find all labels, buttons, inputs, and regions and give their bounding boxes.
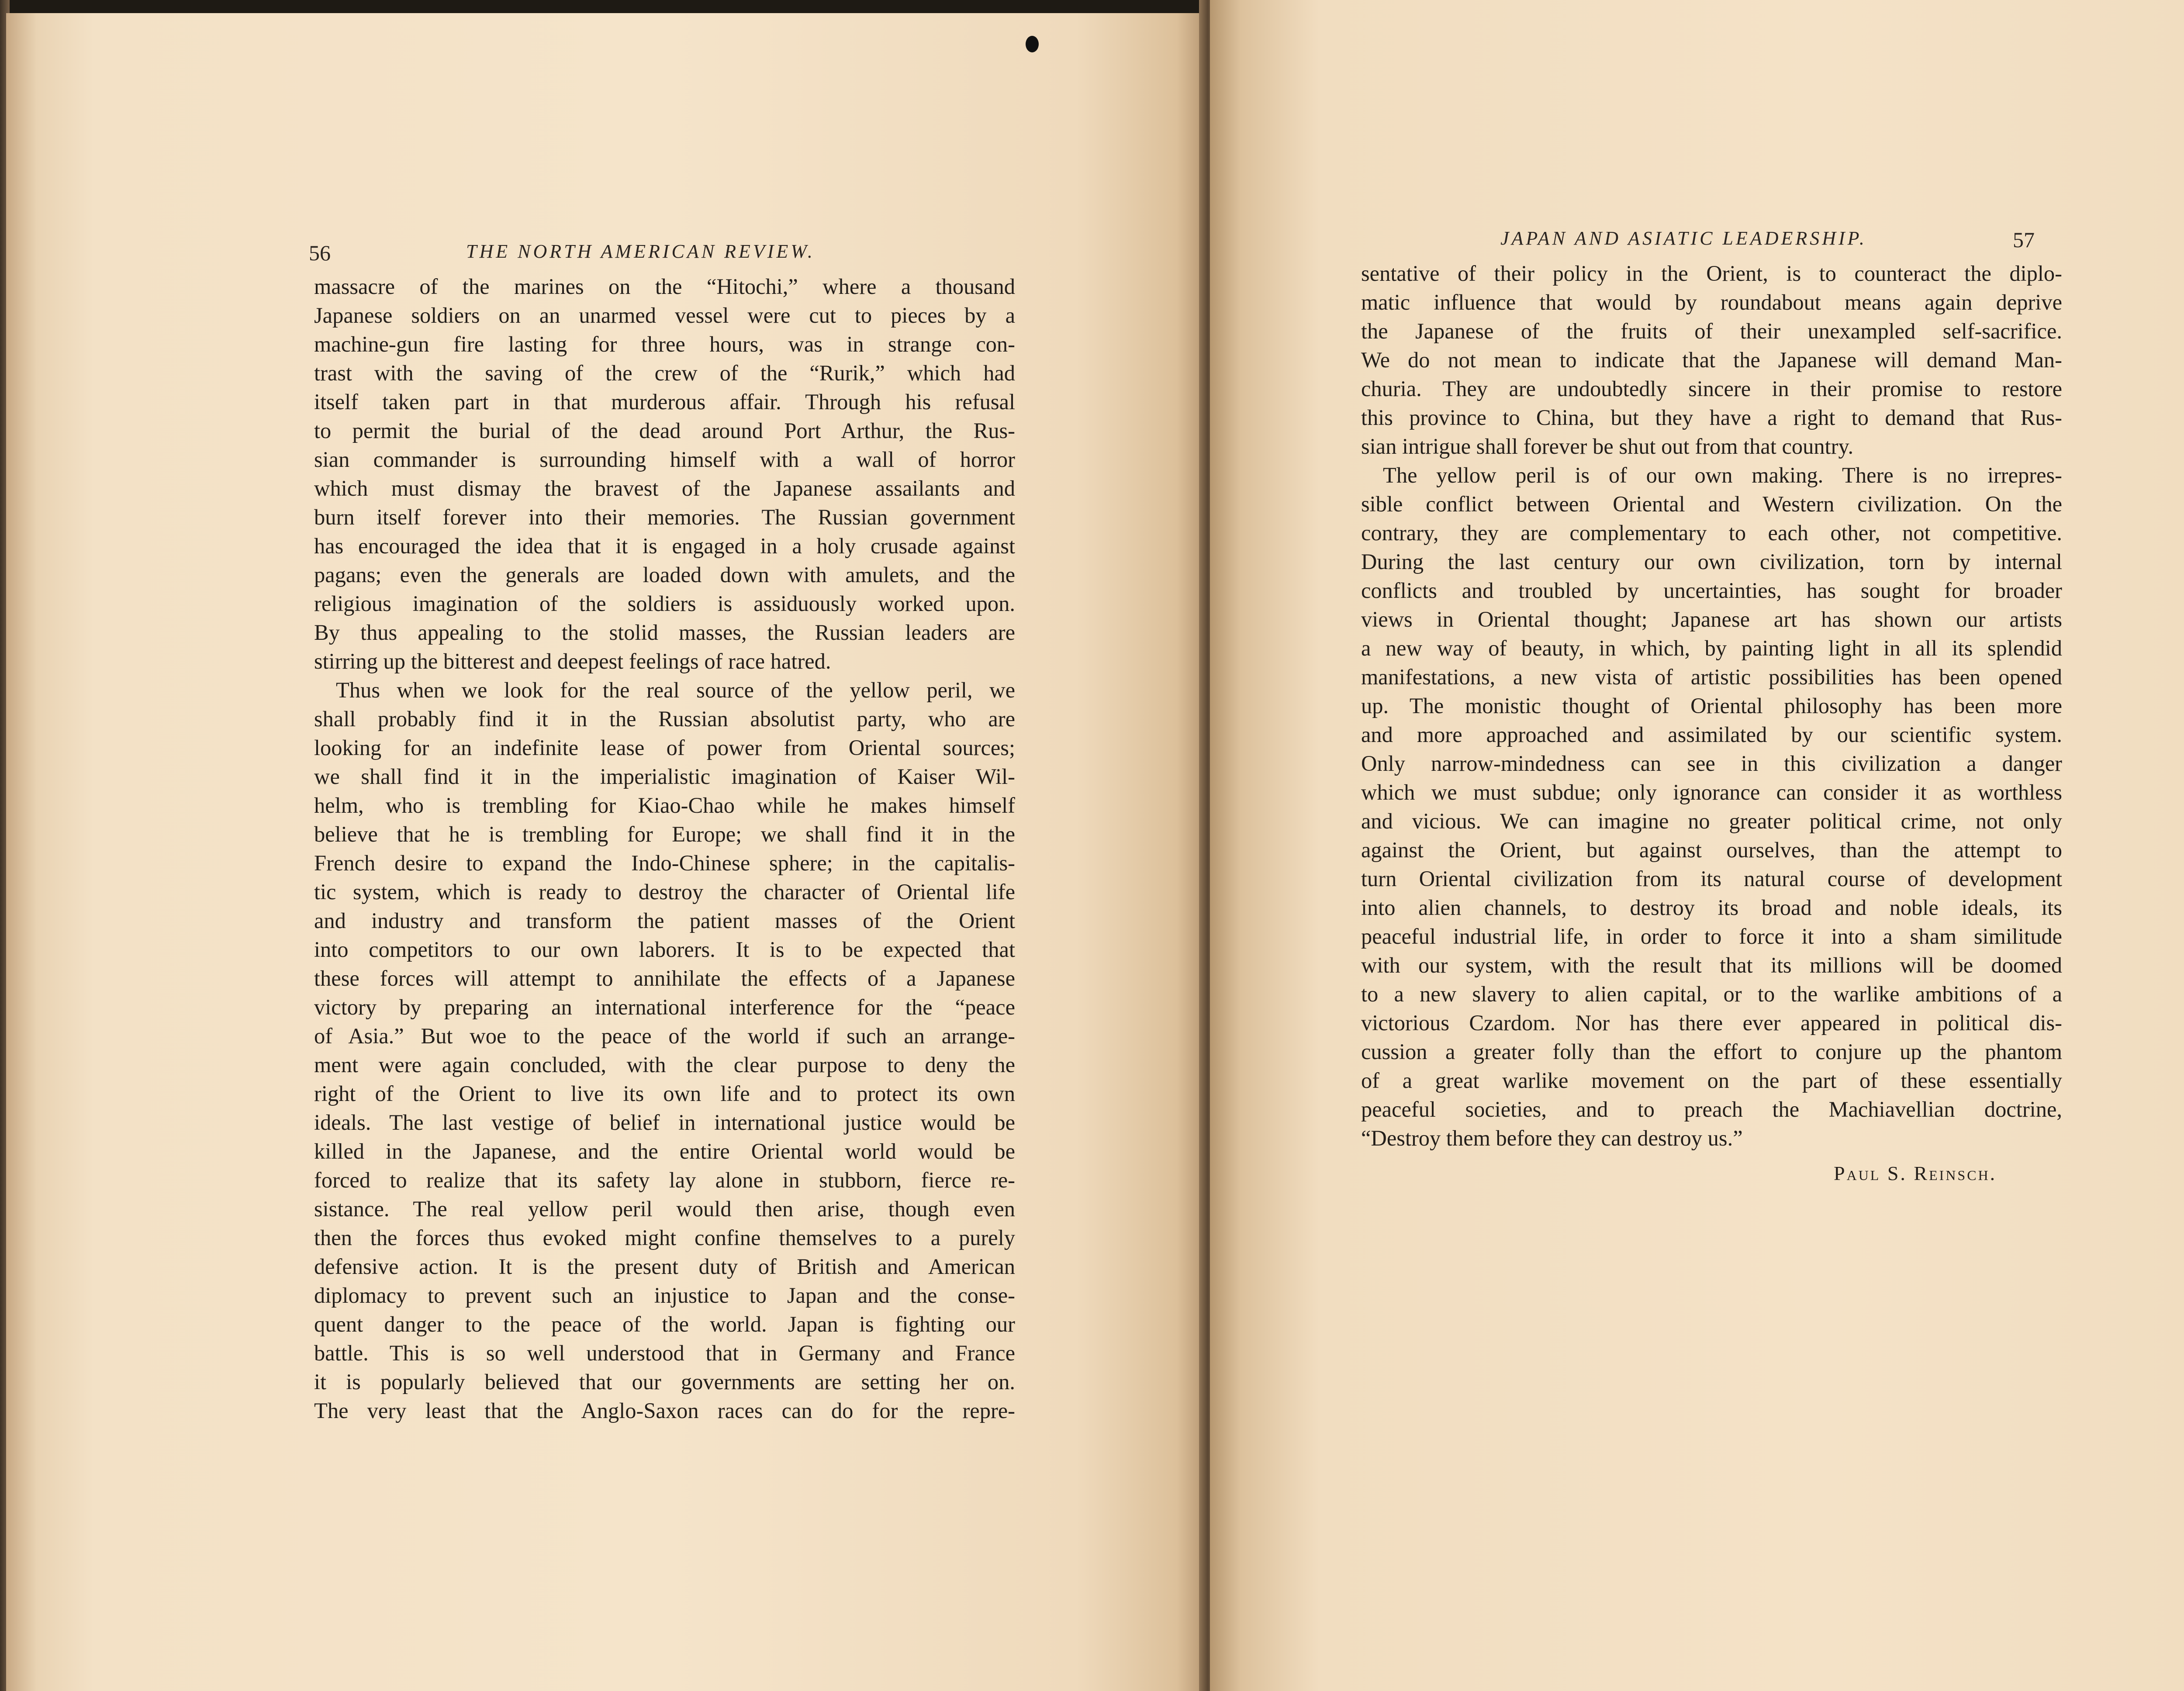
text-line: “Destroy them before they can destroy us.” (1361, 1126, 1743, 1150)
text-line: itself taken part in that murderous affair. Through his refusal (314, 390, 1015, 414)
left-body-text (314, 272, 1015, 1425)
text-line: religious imagination of the soldiers is assiduously worked upon. (314, 591, 1015, 616)
text-line: pagans; even the generals are loaded down with amulets, and the (314, 563, 1015, 587)
text-line: tic system, which is ready to destroy the character of Oriental life (314, 880, 1015, 904)
text-line: looking for an indefinite lease of power from Oriental sources; (314, 735, 1015, 760)
left-page-number: 56 (309, 241, 331, 265)
text-line: matic influence that would by roundabout means again deprive (1361, 290, 2062, 314)
text-line: it is popularly believed that our governments are setting her on. (314, 1370, 1015, 1394)
text-line: to permit the burial of the dead around Port Arthur, the Rus- (314, 418, 1015, 443)
text-line: then the forces thus evoked might confine themselves to a purely (314, 1225, 1015, 1250)
text-line: turn Oriental civilization from its natural course of development (1361, 866, 2062, 891)
text-line: peaceful industrial life, in order to force it into a sham similitude (1361, 924, 2062, 949)
text-line: right of the Orient to live its own life and to protect its own (314, 1081, 1015, 1106)
text-line: The very least that the Anglo-Saxon races can do for the repre- (314, 1398, 1015, 1423)
text-line: shall probably find it in the Russian absolutist party, who are (314, 707, 1015, 731)
text-line: burn itself forever into their memories. The Russian government (314, 505, 1015, 529)
text-line: views in Oriental thought; Japanese art has shown our artists (1361, 607, 2062, 632)
left-page (6, 13, 1204, 1691)
text-line: victory by preparing an international interference for the “peace (314, 995, 1015, 1019)
text-line: we shall find it in the imperialistic imagination of Kaiser Wil- (314, 764, 1015, 789)
text-line: Thus when we look for the real source of the yellow peril, we (336, 678, 1015, 702)
text-line: and industry and transform the patient masses of the Orient (314, 908, 1015, 933)
text-line: peaceful societies, and to preach the Machiavellian doctrine, (1361, 1097, 2062, 1122)
text-line: French desire to expand the Indo-Chinese sphere; in the capitalis- (314, 851, 1015, 875)
ink-blot (1026, 36, 1039, 52)
text-line: ment were again concluded, with the clear purpose to deny the (314, 1053, 1015, 1077)
text-line: up. The monistic thought of Oriental philosophy has been more (1361, 694, 2062, 718)
text-line: battle. This is so well understood that in Germany and France (314, 1341, 1015, 1365)
text-line: forced to realize that its safety lay alone in stubborn, fierce re- (314, 1168, 1015, 1192)
right-body-text (1361, 259, 2062, 1153)
author-signature: Paul S. Reinsch. (1834, 1162, 1997, 1184)
text-line: against the Orient, but against ourselves, than the attempt to (1361, 838, 2062, 862)
text-line: conflicts and troubled by uncertainties, has sought for broader (1361, 578, 2062, 603)
text-line: of a great warlike movement on the part of these essentially (1361, 1068, 2062, 1093)
text-line: killed in the Japanese, and the entire Oriental world would be (314, 1139, 1015, 1163)
text-line: has encouraged the idea that it is engaged in a holy crusade against (314, 534, 1015, 558)
text-line: trast with the saving of the crew of the “Rurik,” which had (314, 361, 1015, 385)
text-line: a new way of beauty, in which, by painting light in all its splendid (1361, 636, 2062, 660)
left-running-head: THE NORTH AMERICAN REVIEW. (466, 241, 815, 262)
text-line: and vicious. We can imagine no greater political crime, not only (1361, 809, 2062, 833)
text-line: with our system, with the result that its millions will be doomed (1361, 953, 2062, 977)
text-line: of Asia.” But woe to the peace of the world if such an arrange- (314, 1024, 1015, 1048)
text-line: these forces will attempt to annihilate the effects of a Japanese (314, 966, 1015, 990)
right-page (1210, 0, 2184, 1691)
text-line: which must dismay the bravest of the Japanese assailants and (314, 476, 1015, 500)
text-line: We do not mean to indicate that the Japanese will demand Man- (1361, 348, 2062, 372)
text-line: sentative of their policy in the Orient, is to counteract the diplo- (1361, 261, 2062, 286)
text-line: By thus appealing to the stolid masses, the Russian leaders are (314, 620, 1015, 645)
text-line: sian commander is surrounding himself with a wall of horror (314, 447, 1015, 472)
text-line: diplomacy to prevent such an injustice to Japan and the conse- (314, 1283, 1015, 1308)
text-line: machine-gun fire lasting for three hours, was in strange con- (314, 332, 1015, 356)
text-line: Only narrow-mindedness can see in this civilization a danger (1361, 751, 2062, 776)
text-line: manifestations, a new vista of artistic possibilities has been opened (1361, 665, 2062, 689)
text-line: Japanese soldiers on an unarmed vessel were cut to pieces by a (314, 303, 1015, 328)
text-line: into competitors to our own laborers. It is to be expected that (314, 937, 1015, 962)
text-line: and more approached and assimilated by our scientific system. (1361, 722, 2062, 747)
text-line: stirring up the bitterest and deepest feelings of race hatred. (314, 649, 831, 673)
text-line: quent danger to the peace of the world. Japan is fighting our (314, 1312, 1015, 1336)
text-line: The yellow peril is of our own making. There is no irrepres- (1383, 463, 2062, 487)
text-line: the Japanese of the fruits of their unexampled self-sacrifice. (1361, 319, 2062, 343)
text-line: to a new slavery to alien capital, or to the warlike ambitions of a (1361, 982, 2062, 1006)
text-line: into alien channels, to destroy its broad and noble ideals, its (1361, 895, 2062, 920)
text-line: this province to China, but they have a right to demand that Rus- (1361, 405, 2062, 430)
text-line: sistance. The real yellow peril would then arise, though even (314, 1197, 1015, 1221)
text-line: churia. They are undoubtedly sincere in their promise to restore (1361, 376, 2062, 401)
text-line: contrary, they are complementary to each other, not competitive. (1361, 521, 2062, 545)
text-line: massacre of the marines on the “Hitochi,” where a thousand (314, 274, 1015, 299)
right-page-number: 57 (2013, 228, 2035, 252)
text-line: During the last century our own civilization, torn by internal (1361, 549, 2062, 574)
text-line: which we must subdue; only ignorance can consider it as worthless (1361, 780, 2062, 804)
text-line: sian intrigue shall forever be shut out from that country. (1361, 434, 1854, 459)
text-line: believe that he is trembling for Europe; we shall find it in the (314, 822, 1015, 846)
text-line: sible conflict between Oriental and Western civilization. On the (1361, 492, 2062, 516)
text-line: ideals. The last vestige of belief in international justice would be (314, 1110, 1015, 1135)
text-line: victorious Czardom. Nor has there ever appeared in political dis- (1361, 1011, 2062, 1035)
text-line: cussion a greater folly than the effort to conjure up the phantom (1361, 1039, 2062, 1064)
text-line: defensive action. It is the present duty of British and American (314, 1254, 1015, 1279)
right-running-head: JAPAN AND ASIATIC LEADERSHIP. (1500, 228, 1867, 249)
text-line: helm, who is trembling for Kiao-Chao while he makes himself (314, 793, 1015, 818)
